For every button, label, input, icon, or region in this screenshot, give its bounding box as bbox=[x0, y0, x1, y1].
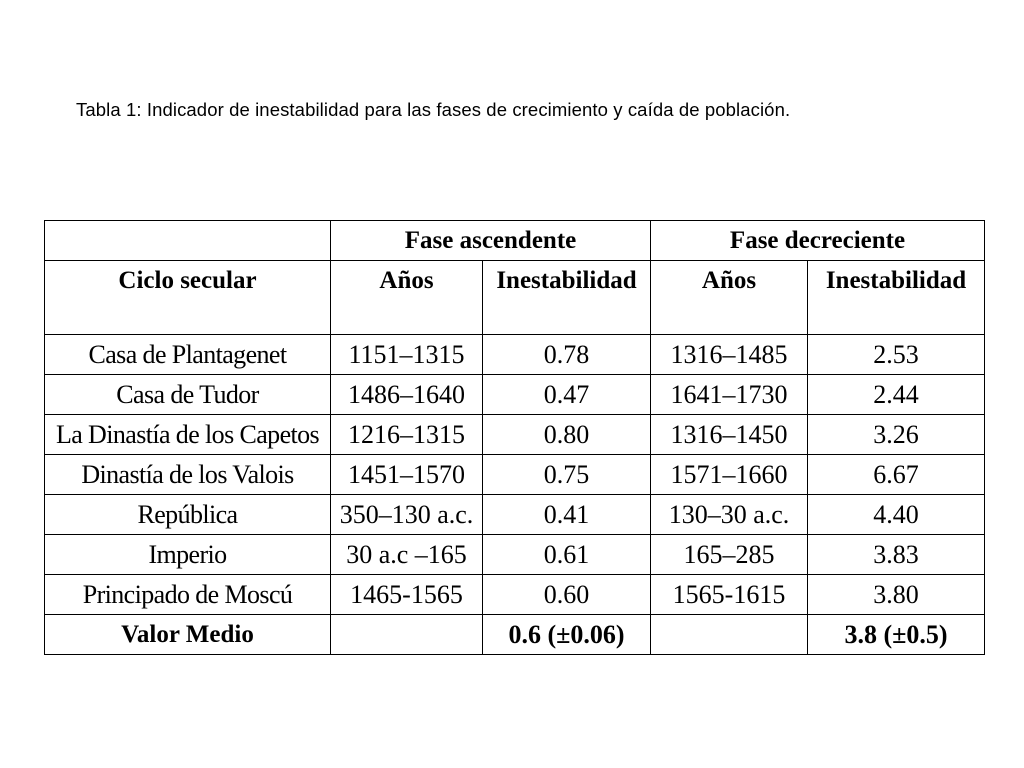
instability-desc-cell: 4.40 bbox=[808, 495, 985, 535]
years-asc-column-header: Años bbox=[331, 261, 483, 335]
cycle-cell: Casa de Tudor bbox=[45, 375, 331, 415]
table-row bbox=[45, 535, 985, 575]
instability-asc-cell: 0.47 bbox=[483, 375, 651, 415]
instability-table bbox=[44, 220, 985, 655]
instability-desc-cell: 3.80 bbox=[808, 575, 985, 615]
instability-asc-cell: 0.75 bbox=[483, 455, 651, 495]
cycle-cell: La Dinastía de los Capetos bbox=[45, 415, 331, 455]
instability-desc-column-header: Inestabilidad bbox=[808, 261, 985, 335]
instability-asc-cell: 0.60 bbox=[483, 575, 651, 615]
instability-asc-cell: 0.61 bbox=[483, 535, 651, 575]
instability-desc-cell: 3.83 bbox=[808, 535, 985, 575]
table-caption: Tabla 1: Indicador de inestabilidad para las fases de crecimiento y caída de población. bbox=[76, 99, 791, 120]
years-asc-cell: 1451–1570 bbox=[331, 455, 483, 495]
table-row bbox=[45, 335, 985, 375]
cycle-cell: Imperio bbox=[45, 535, 331, 575]
instability-desc-cell: 6.67 bbox=[808, 455, 985, 495]
years-desc-cell: 1641–1730 bbox=[651, 375, 808, 415]
table-row bbox=[45, 375, 985, 415]
summary-row bbox=[45, 615, 985, 655]
table-row bbox=[45, 455, 985, 495]
column-header-row bbox=[45, 261, 985, 335]
cycle-cell: Principado de Moscú bbox=[45, 575, 331, 615]
years-desc-cell: 1565-1615 bbox=[651, 575, 808, 615]
summary-label-cell: Valor Medio bbox=[45, 615, 331, 655]
instability-asc-cell: 0.41 bbox=[483, 495, 651, 535]
instability-desc-cell: 3.26 bbox=[808, 415, 985, 455]
years-desc-cell: 1571–1660 bbox=[651, 455, 808, 495]
years-asc-cell: 1151–1315 bbox=[331, 335, 483, 375]
instability-desc-cell: 2.53 bbox=[808, 335, 985, 375]
instability-asc-cell: 0.80 bbox=[483, 415, 651, 455]
years-asc-cell: 1216–1315 bbox=[331, 415, 483, 455]
empty-header-cell bbox=[45, 221, 331, 261]
cycle-cell: República bbox=[45, 495, 331, 535]
cycle-column-header: Ciclo secular bbox=[45, 261, 331, 335]
years-asc-cell: 1465-1565 bbox=[331, 575, 483, 615]
cycle-cell: Casa de Plantagenet bbox=[45, 335, 331, 375]
summary-instability-asc-cell: 0.6 (±0.06) bbox=[483, 615, 651, 655]
years-desc-cell: 165–285 bbox=[651, 535, 808, 575]
years-desc-column-header: Años bbox=[651, 261, 808, 335]
summary-instability-desc-cell: 3.8 (±0.5) bbox=[808, 615, 985, 655]
descending-phase-header: Fase decreciente bbox=[651, 221, 985, 261]
group-header-row bbox=[45, 221, 985, 261]
instability-desc-cell: 2.44 bbox=[808, 375, 985, 415]
ascending-phase-header: Fase ascendente bbox=[331, 221, 651, 261]
years-asc-cell: 1486–1640 bbox=[331, 375, 483, 415]
years-desc-cell: 1316–1450 bbox=[651, 415, 808, 455]
table-row bbox=[45, 495, 985, 535]
years-desc-cell: 130–30 a.c. bbox=[651, 495, 808, 535]
instability-asc-column-header: Inestabilidad bbox=[483, 261, 651, 335]
table-row bbox=[45, 415, 985, 455]
cycle-cell: Dinastía de los Valois bbox=[45, 455, 331, 495]
years-asc-cell: 350–130 a.c. bbox=[331, 495, 483, 535]
summary-years-asc-cell bbox=[331, 615, 483, 655]
summary-years-desc-cell bbox=[651, 615, 808, 655]
years-desc-cell: 1316–1485 bbox=[651, 335, 808, 375]
years-asc-cell: 30 a.c –165 bbox=[331, 535, 483, 575]
instability-asc-cell: 0.78 bbox=[483, 335, 651, 375]
table-row bbox=[45, 575, 985, 615]
